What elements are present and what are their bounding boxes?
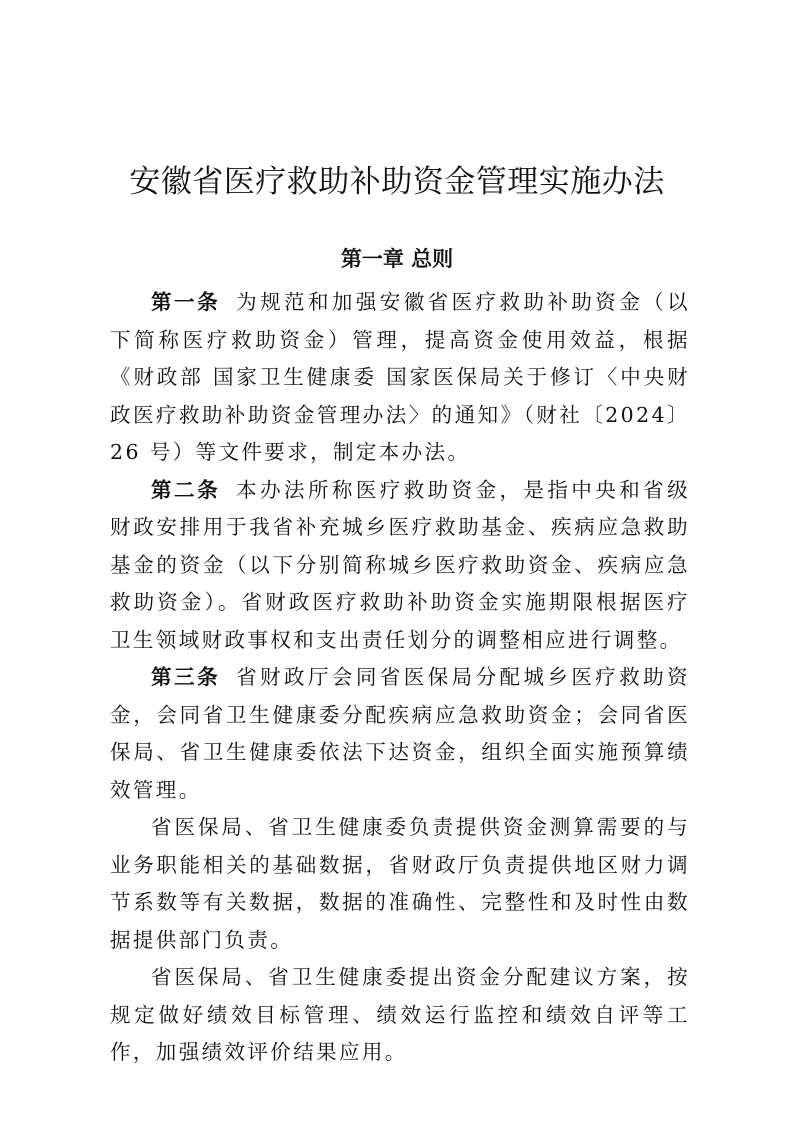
article-label: 第二条 <box>151 477 221 502</box>
paragraph-text: 省医保局、省卫生健康委负责提供资金测算需要的与业务职能相关的基础数据，省财政厅负责提供地区财力调节系数等有关数据，数据的准确性、完整性和及时性由数据提供部门负责。 <box>110 815 690 952</box>
article-3-paragraph-2 <box>110 809 690 959</box>
article-1 <box>110 284 690 472</box>
article-text: 本办法所称医疗救助资金，是指中央和省级财政安排用于我省补充城乡医疗救助基金、疾病应急救助基金的资金（以下分别简称城乡医疗救助资金、疾病应急救助资金）。省财政医疗救助补助资金实施期限根据医疗卫生领域财政事权和支出责任划分的调整相应进行调整。 <box>110 477 691 652</box>
document-title: 安徽省医疗救助补助资金管理实施办法 <box>129 164 665 200</box>
paragraph-text: 省医保局、省卫生健康委提出资金分配建议方案，按规定做好绩效目标管理、绩效运行监控和绩效自评等工作，加强绩效评价结果应用。 <box>110 965 690 1064</box>
document-body <box>110 284 690 1072</box>
article-3-paragraph-3 <box>110 959 690 1072</box>
article-text: 为规范和加强安徽省医疗救助补助资金（以下简称医疗救助资金）管理，提高资金使用效益，根据《财政部 国家卫生健康委 国家医保局关于修订〈中央财政医疗救助补助资金管理办法〉的通知》（财社〔2024〕26 号）等文件要求，制定本办法。 <box>110 290 691 464</box>
article-text: 省财政厅会同省医保局分配城乡医疗救助资金，会同省卫生健康委分配疾病应急救助资金；会同省医保局、省卫生健康委依法下达资金，组织全面实施预算绩效管理。 <box>110 665 691 802</box>
article-label: 第三条 <box>151 665 221 689</box>
article-3 <box>110 659 690 809</box>
chapter-heading: 第一章 总则 <box>340 247 454 271</box>
article-label: 第一条 <box>151 290 221 314</box>
article-2 <box>110 472 690 660</box>
